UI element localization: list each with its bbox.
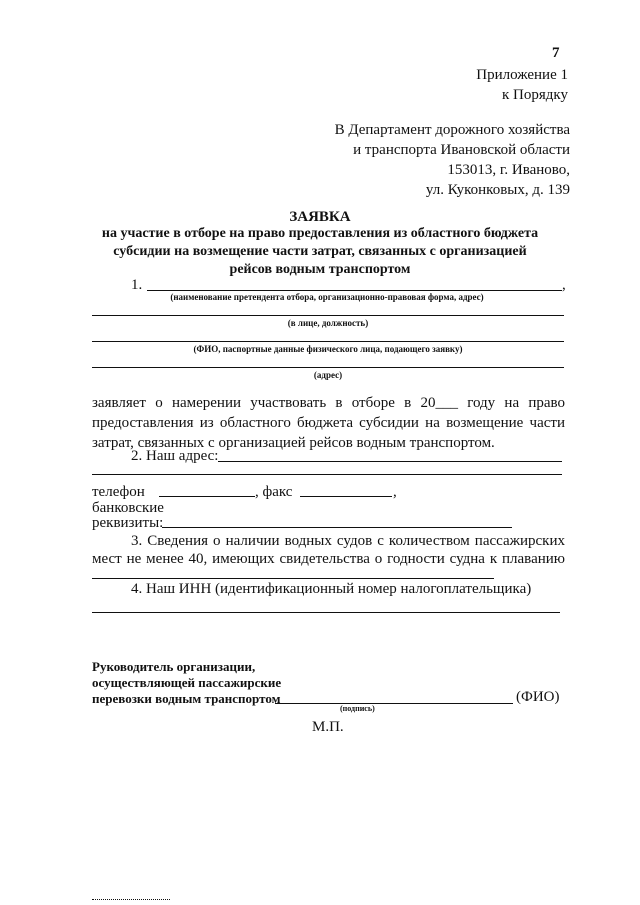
bank-label-1: банковские — [92, 500, 164, 516]
signature-line-2: осуществляющей пассажирские — [92, 675, 282, 690]
person-line[interactable] — [92, 315, 564, 316]
sign-caption: (подпись) — [340, 704, 375, 713]
bank-label-2: реквизиты: — [92, 515, 164, 531]
page-number: 7 — [552, 45, 560, 61]
fax-comma: , — [393, 484, 397, 500]
para1-line-2: предоставления из областного бюджета субсидии на возмещение части — [92, 415, 565, 431]
para1-line-3: затрат, связанных с организацией рейсов водным транспортом. — [92, 435, 495, 451]
stamp-place: М.П. — [312, 719, 344, 735]
addressee-line-4: ул. Куконковых, д. 139 — [425, 182, 570, 198]
our-address-line-2[interactable] — [92, 474, 562, 475]
item1-number: 1. — [131, 277, 143, 293]
footer-line — [92, 899, 170, 900]
addressee-line-2: и транспорта Ивановской области — [353, 142, 570, 158]
signature-line-3: перевозки водным транспортом — [92, 691, 281, 706]
signature-line-1: Руководитель организации, — [92, 659, 256, 674]
signature-line[interactable] — [275, 703, 513, 704]
addressee-line-1: В Департамент дорожного хозяйства — [334, 122, 570, 138]
address-line[interactable] — [92, 367, 564, 368]
inn-line[interactable] — [92, 612, 560, 613]
our-address-line[interactable] — [218, 461, 562, 462]
document-title: ЗАЯВКА — [289, 209, 351, 225]
item1-applicant-line[interactable] — [147, 290, 562, 291]
address-caption: (адрес) — [313, 370, 343, 380]
title-sub-3: рейсов водным транспортом — [229, 262, 411, 277]
item1-caption: (наименование претендента отбора, организационно-правовая форма, адрес) — [170, 292, 484, 302]
fax-label: , факс — [255, 484, 293, 500]
fax-line[interactable] — [300, 496, 392, 497]
person-caption: (в лице, должность) — [287, 318, 369, 328]
item1-comma: , — [562, 277, 566, 293]
appendix-line-2: к Порядку — [502, 87, 568, 103]
fio-caption: (ФИО, паспортные данные физического лица, подающего заявку) — [193, 344, 463, 354]
phone-line[interactable] — [159, 496, 255, 497]
para1-line-1: заявляет о намерении участвовать в отборе в 20___ году на право — [92, 395, 565, 411]
addressee-line-3: 153013, г. Иваново, — [447, 162, 570, 178]
appendix-line-1: Приложение 1 — [476, 67, 568, 83]
vessels-line[interactable] — [92, 578, 494, 579]
bank-details-line[interactable] — [162, 527, 512, 528]
phone-label: телефон — [92, 484, 145, 500]
fio-label: (ФИО) — [516, 689, 560, 705]
item3-line-1: 3. Сведения о наличии водных судов с количеством пассажирских — [131, 533, 565, 549]
fio-line[interactable] — [92, 341, 564, 342]
item4-label: 4. Наш ИНН (идентификационный номер налогоплательщика) — [131, 581, 532, 597]
item3-line-2: мест не менее 40, имеющих свидетельства о годности судна к плаванию — [92, 551, 565, 567]
title-sub-1: на участие в отборе на право предоставления из областного бюджета — [101, 226, 539, 241]
item2-label: 2. Наш адрес: — [131, 448, 219, 464]
title-sub-2: субсидии на возмещение части затрат, связанных с организацией — [113, 244, 527, 259]
